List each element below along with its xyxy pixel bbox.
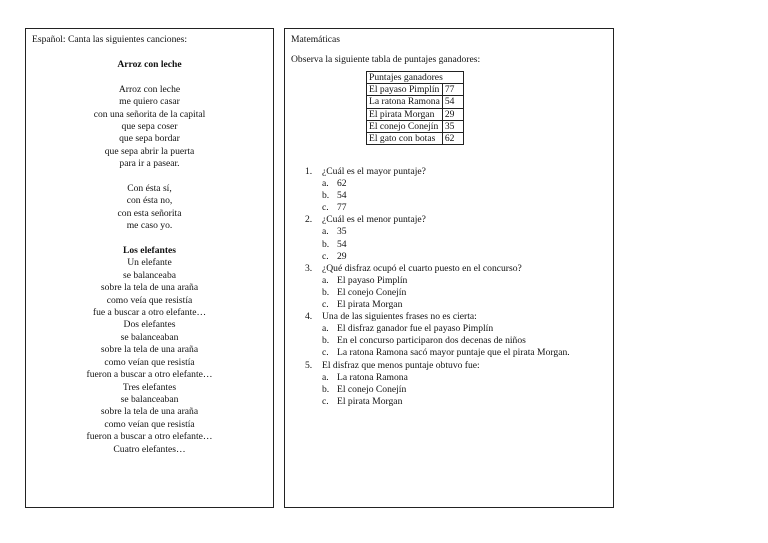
- song-line: Tres elefantes: [122, 381, 177, 393]
- option-letter: c.: [322, 250, 329, 262]
- song-line: sobre la tela de una araña: [100, 344, 199, 356]
- option-text: El pirata Morgan: [337, 395, 403, 407]
- answer-option: [305, 251, 570, 263]
- scores-table: [366, 71, 464, 145]
- answer-option: [305, 239, 570, 251]
- option-letter: b.: [322, 383, 330, 395]
- song-line: como veía que resistía: [106, 294, 193, 306]
- song-line: Un elefante: [127, 257, 172, 269]
- song-title: Los elefantes: [122, 245, 177, 257]
- question: [305, 311, 570, 323]
- answer-option: [305, 372, 570, 384]
- question-number: 5.: [305, 359, 313, 371]
- option-letter: b.: [322, 335, 330, 347]
- option-letter: b.: [322, 238, 330, 250]
- song-line: Cuatro elefantes…: [113, 443, 186, 455]
- question-text: ¿Cuál es el menor puntaje?: [322, 214, 426, 226]
- answer-option: [305, 396, 570, 408]
- song-line: se balanceaba: [123, 269, 176, 281]
- answer-option: [305, 347, 570, 359]
- contestant-name: El gato con botas: [367, 133, 443, 145]
- table-row: [367, 84, 464, 96]
- question: [305, 166, 570, 178]
- song-line: me caso yo.: [126, 220, 173, 232]
- question-number: 2.: [305, 214, 313, 226]
- song-verse: [26, 183, 273, 233]
- song-line: con una señorita de la capital: [93, 108, 206, 120]
- table-row: [367, 120, 464, 132]
- table-title: Puntajes ganadores: [367, 72, 464, 84]
- question-number: 4.: [305, 311, 313, 323]
- contestant-name: La ratona Ramona: [367, 96, 443, 108]
- option-text: 77: [337, 202, 347, 214]
- song-line: fueron a buscar a otro elefante…: [86, 431, 213, 443]
- question-text: ¿Cuál es el mayor puntaje?: [322, 166, 426, 177]
- contestant-score: 29: [442, 108, 463, 120]
- song-line: fueron a buscar a otro elefante…: [86, 369, 213, 381]
- song-line: Con ésta sí,: [127, 183, 172, 195]
- spanish-header: Español: Canta las siguientes canciones:: [32, 34, 188, 45]
- option-text: 54: [337, 238, 347, 250]
- option-text: El payaso Pimplín: [337, 274, 408, 286]
- song-line: que sepa coser: [121, 121, 178, 133]
- contestant-score: 54: [442, 96, 463, 108]
- answer-option: [305, 275, 570, 287]
- option-text: El pirata Morgan: [337, 299, 403, 311]
- table-row: [367, 133, 464, 145]
- answer-option: [305, 178, 570, 190]
- question-text: ¿Qué disfraz ocupó el cuarto puesto en el concurso?: [322, 262, 522, 274]
- option-letter: c.: [322, 347, 329, 359]
- song-line: fue a buscar a otro elefante…: [92, 307, 207, 319]
- option-letter: b.: [322, 286, 330, 298]
- question: [305, 360, 570, 372]
- contestant-score: 35: [442, 120, 463, 132]
- math-header: Matemáticas: [291, 34, 341, 45]
- answer-option: [305, 190, 570, 202]
- song-line: como veían que resistía: [104, 418, 195, 430]
- contestant-name: El pirata Morgan: [367, 108, 443, 120]
- option-text: La ratona Ramona: [337, 371, 408, 383]
- question-text: Una de las siguientes frases no es cierta:: [322, 311, 477, 323]
- answer-option: [305, 299, 570, 311]
- question-text: El disfraz que menos puntaje obtuvo fue:: [322, 359, 480, 371]
- option-letter: c.: [322, 202, 329, 214]
- song-line: sobre la tela de una araña: [100, 282, 199, 294]
- answer-option: [305, 202, 570, 214]
- question-list: [305, 166, 570, 408]
- spanish-panel: [25, 28, 274, 508]
- answer-option: [305, 226, 570, 238]
- contestant-score: 77: [442, 84, 463, 96]
- song-line: me quiero casar: [119, 96, 180, 108]
- answer-option: [305, 323, 570, 335]
- option-text: En el concurso participaron dos decenas de niños: [337, 335, 526, 347]
- math-panel: [284, 28, 614, 508]
- song-line: Arroz con leche: [118, 83, 181, 95]
- option-letter: a.: [322, 178, 329, 190]
- song-line: se balanceaban: [120, 393, 179, 405]
- option-letter: b.: [322, 190, 330, 202]
- table-row: [367, 108, 464, 120]
- answer-option: [305, 384, 570, 396]
- option-text: 62: [337, 178, 347, 190]
- option-text: 35: [337, 226, 347, 238]
- song-verse: [26, 257, 273, 456]
- song-title: Arroz con leche: [117, 59, 182, 70]
- song-line: para ir a pasear.: [119, 158, 180, 170]
- option-letter: c.: [322, 299, 329, 311]
- song-line: como veían que resistía: [104, 356, 195, 368]
- song-verse: [26, 84, 273, 171]
- option-text: El disfraz ganador fue el payaso Pimplín: [337, 323, 494, 335]
- question: [305, 214, 570, 226]
- question-number: 1.: [305, 166, 313, 177]
- song-line: Dos elefantes: [123, 319, 176, 331]
- song-line: sobre la tela de una araña: [100, 406, 199, 418]
- song-line: se balanceaban: [120, 331, 179, 343]
- answer-option: [305, 335, 570, 347]
- question-number: 3.: [305, 262, 313, 274]
- song-line: con esta señorita: [117, 207, 182, 219]
- option-text: El conejo Conejín: [337, 286, 407, 298]
- option-letter: a.: [322, 323, 329, 335]
- option-text: El conejo Conejín: [337, 383, 407, 395]
- option-letter: a.: [322, 274, 329, 286]
- math-instruction: Observa la siguiente tabla de puntajes ganadores:: [291, 54, 481, 65]
- question: [305, 263, 570, 275]
- table-row: [367, 96, 464, 108]
- song-line: que sepa abrir la puerta: [104, 145, 195, 157]
- contestant-score: 62: [442, 133, 463, 145]
- option-letter: c.: [322, 395, 329, 407]
- song-line: que sepa bordar: [119, 133, 180, 145]
- contestant-name: El payaso Pimplín: [367, 84, 443, 96]
- song-line: con ésta no,: [126, 195, 173, 207]
- option-letter: a.: [322, 371, 329, 383]
- option-text: 29: [337, 250, 347, 262]
- option-text: La ratona Ramona sacó mayor puntaje que el pirata Morgan.: [337, 347, 570, 359]
- songs-block: [26, 59, 273, 456]
- contestant-name: El conejo Conejín: [367, 120, 443, 132]
- option-text: 54: [337, 190, 347, 202]
- answer-option: [305, 287, 570, 299]
- option-letter: a.: [322, 226, 329, 238]
